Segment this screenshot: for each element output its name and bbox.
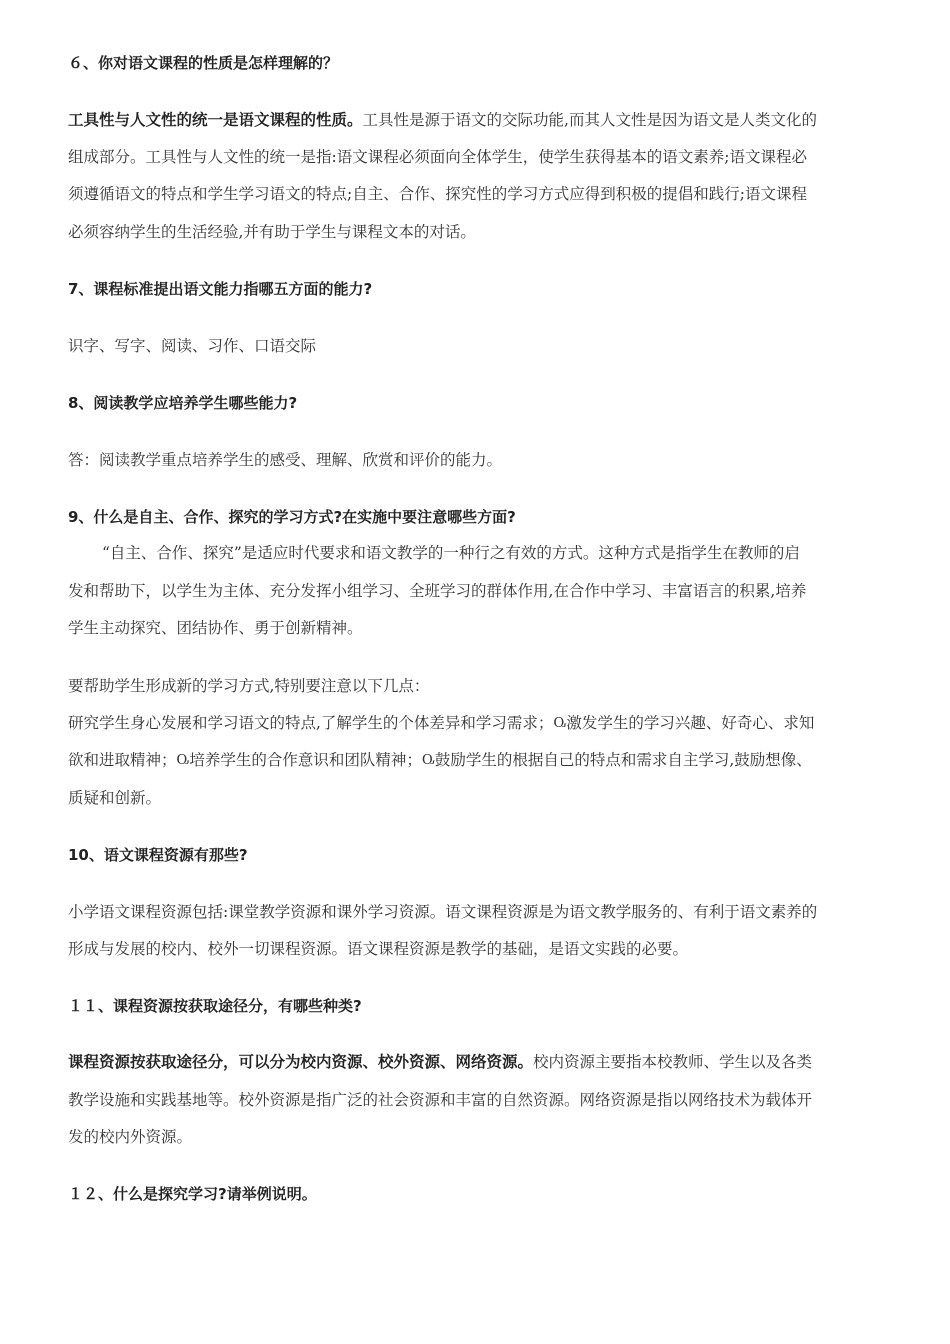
answer-11-line-1	[68, 1052, 888, 1072]
answer-7-line-1: 识字、写字、阅读、习作、口语交际	[68, 337, 317, 355]
question-8: 8、阅读教学应培养学生哪些能力?	[68, 394, 298, 412]
answer-9-line-3: 学生主动探究、团结协作、勇于创新精神。	[68, 619, 363, 637]
answer-10-line-1: 小学语文课程资源包括:课堂教学资源和课外学习资源。语文课程资源是为语文教学服务的、有利于语文素养的	[68, 903, 818, 921]
answer-9-points-line-2	[68, 750, 888, 770]
question-7: 7、课程标准提出语文能力指哪五方面的能力?	[68, 280, 373, 298]
answer-11-line-2: 教学设施和实践基地等。校外资源是指广泛的社会资源和丰富的自然资源。网络资源是指以网络技术为载体开	[68, 1091, 813, 1109]
points-text: 培养学生的合作意识和团队精神；	[189, 751, 422, 769]
question-12: １２、什么是探究学习?请举例说明。	[68, 1185, 317, 1203]
bullet-icon: Ⴍ	[176, 753, 190, 767]
question-9: 9、什么是自主、合作、探究的学习方式?在实施中要注意哪些方面?	[68, 508, 516, 526]
answer-6-lead: 工具性与人文性的统一是语文课程的性质。	[68, 111, 363, 129]
answer-9-points-intro: 要帮助学生形成新的学习方式,特别要注意以下几点：	[68, 677, 430, 695]
question-6: ６、你对语文课程的性质是怎样理解的？	[68, 54, 339, 72]
answer-9-line-1: “自主、合作、探究”是适应时代要求和语文教学的一种行之有效的方式。这种方式是指学生在教师的启	[102, 544, 800, 562]
answer-6-line-2: 组成部分。工具性与人文性的统一是指:语文课程必须面向全体学生，使学生获得基本的语文素养;语文课程必	[68, 148, 807, 166]
answer-11-line-3: 发的校内外资源。	[68, 1128, 193, 1146]
answer-6-line-3: 须遵循语文的特点和学生学习语文的特点;自主、合作、探究性的学习方式应得到积极的提倡和践行;语文课程	[68, 185, 807, 203]
question-11: １１、课程资源按获取途径分，有哪些种类?	[68, 997, 362, 1015]
answer-9-line-2: 发和帮助下，以学生为主体、充分发挥小组学习、全班学习的群体作用,在合作中学习、丰富语言的积累,培养	[68, 582, 807, 600]
points-text: 激发学生的学习兴趣、好奇心、求知	[566, 714, 815, 732]
answer-9-points-line-1	[68, 713, 888, 733]
answer-6-line-1	[68, 110, 888, 130]
answer-10-line-2: 形成与发展的校内、校外一切课程资源。语文课程资源是教学的基础，是语文实践的必要。	[68, 940, 689, 958]
bullet-icon: Ⴍ	[553, 716, 567, 730]
answer-6-line-1-text: 工具性是源于语文的交际功能,而其人文性是因为语文是人类文化的	[362, 111, 817, 129]
answer-6-line-4: 必须容纳学生的生活经验,并有助于学生与课程文本的对话。	[68, 223, 476, 241]
question-10: 10、语文课程资源有那些?	[68, 846, 248, 864]
points-text: 研究学生身心发展和学习语文的特点,了解学生的个体差异和学习需求；	[68, 714, 554, 732]
answer-9-points-line-3: 质疑和创新。	[68, 789, 162, 807]
answer-8-line-1: 答：阅读教学重点培养学生的感受、理解、欣赏和评价的能力。	[68, 451, 503, 469]
answer-11-lead: 课程资源按获取途径分，可以分为校内资源、校外资源、网络资源。	[68, 1053, 534, 1071]
bullet-icon: Ⴍ	[421, 753, 435, 767]
points-text: 欲和进取精神；	[68, 751, 177, 769]
points-text: 鼓励学生的根据自己的特点和需求自主学习,鼓励想像、	[434, 751, 812, 769]
answer-11-line-1-text: 校内资源主要指本校教师、学生以及各类	[533, 1053, 813, 1071]
